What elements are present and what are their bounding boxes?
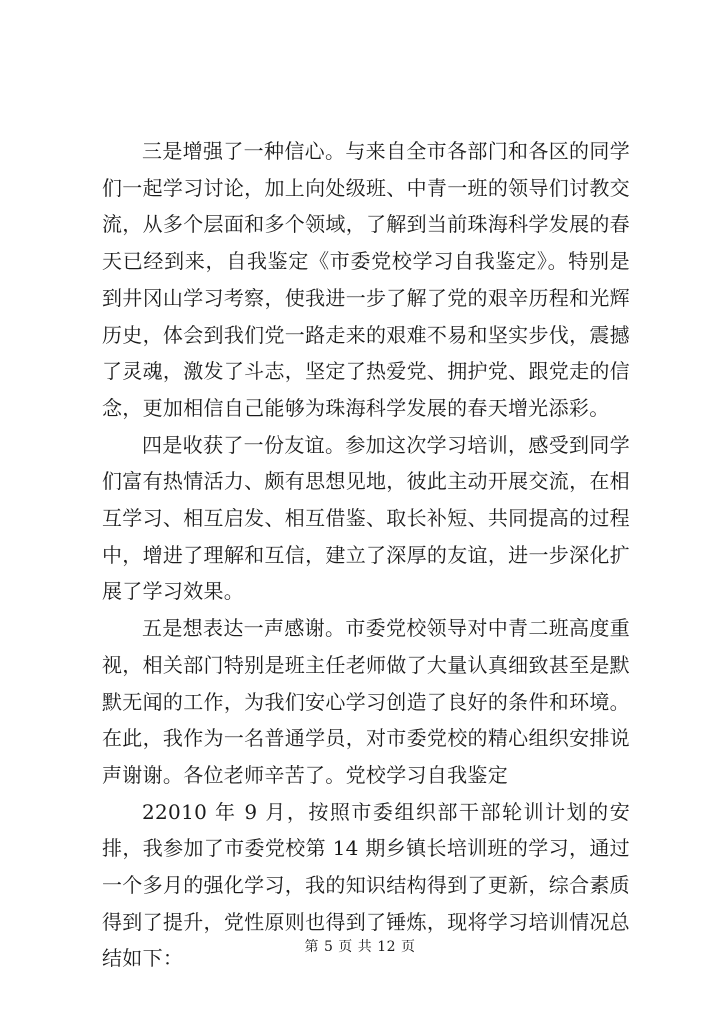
paragraph-gratitude: 五是想表达一声感谢。市委党校领导对中青二班高度重视，相关部门特别是班主任老师做了大量认真细致甚至是默默无闻的工作，为我们安心学习创造了良好的条件和环境。在此，我作为一名普通学员，对市委党校的精心组织安排说声谢谢。各位老师辛苦了。党校学习自我鉴定 <box>102 616 630 787</box>
paragraph-confidence: 三是增强了一种信心。与来自全市各部门和各区的同学们一起学习讨论，加上向处级班、中青一班的领导们讨教交流，从多个层面和多个领域，了解到当前珠海科学发展的春天已经到来，自我鉴定《市委党校学习自我鉴定》。特别是到井冈山学习考察，使我进一步了解了党的艰辛历程和光辉历史，体会到我们党一路走来的艰难不易和坚实步伐，震撼了灵魂，激发了斗志，坚定了热爱党、拥护党、跟党走的信念，更加相信自己能够为珠海科学发展的春天增光添彩。 <box>102 139 630 420</box>
paragraph-training-summary: 22010 年 9 月，按照市委组织部干部轮训计划的安排，我参加了市委党校第 14 期乡镇长培训班的学习，通过一个多月的强化学习，我的知识结构得到了更新，综合素质得到了提升，党性原则也得到了锤炼，现将学习培训情况总结如下： <box>102 799 630 971</box>
paragraph-friendship: 四是收获了一份友谊。参加这次学习培训，感受到同学们富有热情活力、颇有思想见地，彼此主动开展交流，在相互学习、相互启发、相互借鉴、取长补短、共同提高的过程中，增进了理解和互信，建立了深厚的友谊，进一步深化扩展了学习效果。 <box>102 432 630 604</box>
page-number-footer: 第 5 页 共 12 页 <box>304 939 416 955</box>
document-body <box>102 133 630 977</box>
